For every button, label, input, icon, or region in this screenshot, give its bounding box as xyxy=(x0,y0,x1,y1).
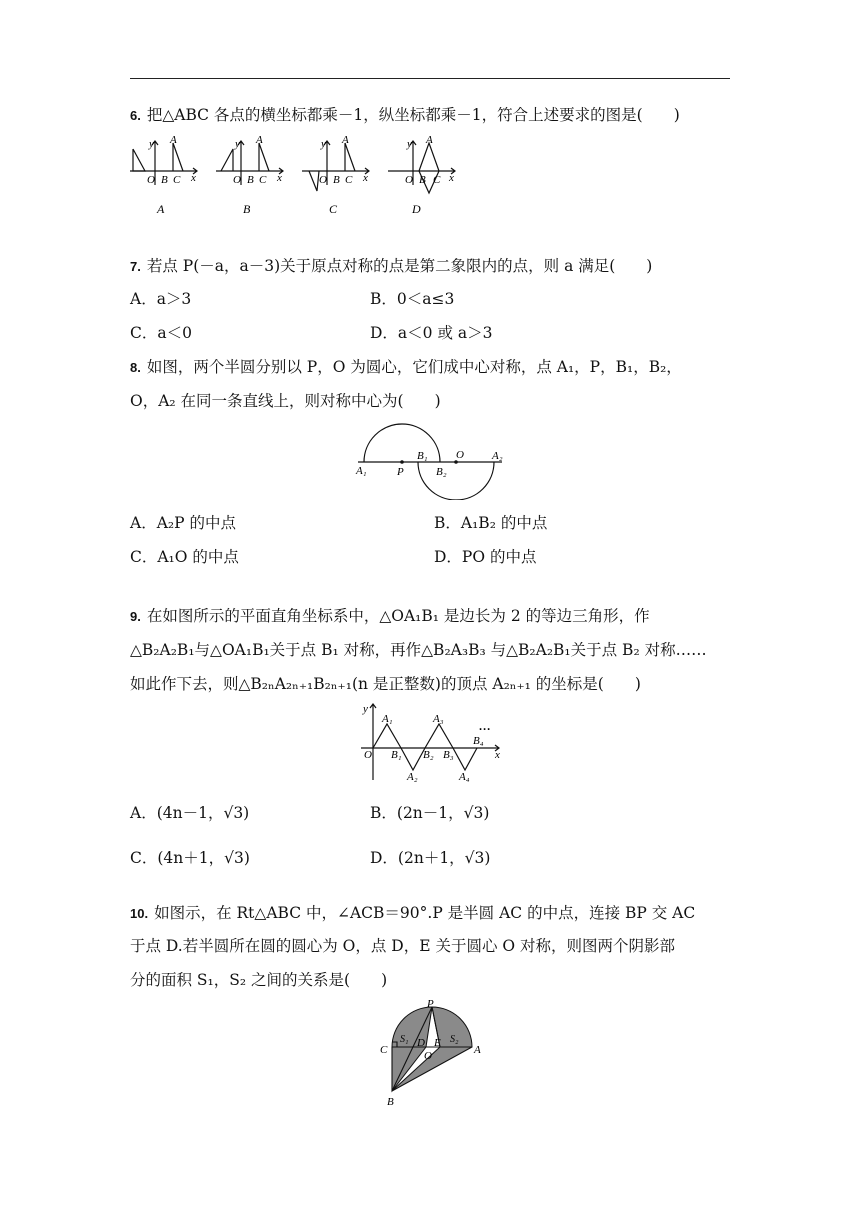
point-d: D xyxy=(417,1037,425,1049)
question-9-line-2: △B₂A₂B₁与△OA₁B₁关于点 B₁ 对称，再作△B₂A₃B₃ 与△B₂A₂B₁关于点 B₂ 对称…… xyxy=(130,641,707,659)
point-a1: A₁ xyxy=(382,713,393,725)
point-a1: A₁ xyxy=(356,465,367,477)
question-number: 8. xyxy=(130,360,141,375)
point-b: B xyxy=(419,174,426,186)
point-a: A xyxy=(342,134,349,146)
point-b1: B₁ xyxy=(417,450,428,462)
option-label-d: D xyxy=(412,202,421,216)
origin-o: O xyxy=(147,174,155,186)
point-c: C xyxy=(173,174,181,186)
top-rule xyxy=(130,78,730,79)
option-label-a: A xyxy=(157,202,165,216)
q9-option-b: B．(2n－1，√3) xyxy=(370,804,490,822)
axis-x: x xyxy=(449,172,454,184)
q8-option-d: D．PO 的中点 xyxy=(434,548,537,566)
point-b: B xyxy=(387,1096,394,1108)
question-10-line-3: 分的面积 S₁，S₂ 之间的关系是( ) xyxy=(130,971,388,989)
point-o: O xyxy=(456,449,464,461)
axis-x: x xyxy=(277,172,282,184)
q8-option-c: C．A₁O 的中点 xyxy=(130,548,239,566)
q9-option-c: C．(4n＋1，√3) xyxy=(130,849,250,867)
continuation-dots: … xyxy=(479,719,491,733)
question-number: 6. xyxy=(130,108,141,123)
origin-o: O xyxy=(233,174,241,186)
point-a: A xyxy=(426,134,433,146)
q9-option-a: A．(4n－1，√3) xyxy=(130,804,250,822)
point-b3: B₃ xyxy=(443,749,454,761)
question-9-line-1 xyxy=(130,605,650,628)
point-a: A xyxy=(474,1044,481,1056)
option-label-c: C xyxy=(329,202,338,216)
q7-option-b: B．0＜a≤3 xyxy=(370,290,455,308)
axis-y: y xyxy=(363,703,368,715)
point-a2: A₂ xyxy=(492,450,503,462)
q6-figure-options xyxy=(125,133,470,218)
point-a2: A₂ xyxy=(407,771,418,783)
point-b: B xyxy=(247,174,254,186)
axis-x: x xyxy=(191,172,196,184)
q8-option-b: B．A₁B₂ 的中点 xyxy=(434,514,548,532)
origin-o: O xyxy=(319,174,327,186)
point-b: B xyxy=(161,174,168,186)
point-o: O xyxy=(424,1050,432,1062)
point-a3: A₃ xyxy=(433,713,444,725)
area-s2: S₂ xyxy=(450,1034,459,1045)
area-s1: S₁ xyxy=(400,1034,409,1045)
question-6 xyxy=(130,104,680,127)
point-b4: B₄ xyxy=(473,735,484,747)
question-number: 7. xyxy=(130,259,141,274)
point-b2: B₂ xyxy=(423,749,434,761)
q8-option-a: A．A₂P 的中点 xyxy=(130,514,236,532)
q8-figure xyxy=(350,420,520,500)
axis-x: x xyxy=(363,172,368,184)
question-10-line-2: 于点 D.若半圆所在圆的圆心为 O，点 D，E 关于圆心 O 对称，则图两个阴影部 xyxy=(130,937,676,955)
question-8-line-1 xyxy=(130,356,682,379)
point-b1: B₁ xyxy=(391,749,402,761)
axis-y: y xyxy=(321,138,326,150)
point-b2: B₂ xyxy=(436,466,447,478)
question-number: 9. xyxy=(130,609,141,624)
point-p: P xyxy=(427,998,434,1010)
q7-option-c: C．a＜0 xyxy=(130,324,192,342)
point-e: E xyxy=(434,1037,441,1049)
point-p: P xyxy=(397,466,404,478)
point-c: C xyxy=(259,174,267,186)
axis-y: y xyxy=(235,138,240,150)
point-c: C xyxy=(380,1044,388,1056)
origin-o: O xyxy=(405,174,413,186)
question-text: 如图示，在 Rt△ABC 中，∠ACB＝90°.P 是半圆 AC 的中点，连接 BP 交 AC xyxy=(154,904,696,922)
axis-x: x xyxy=(495,749,500,761)
question-text: 在如图所示的平面直角坐标系中，△OA₁B₁ 是边长为 2 的等边三角形，作 xyxy=(146,607,650,625)
axis-y: y xyxy=(149,138,154,150)
q7-option-a: A．a＞3 xyxy=(130,290,192,308)
option-label-b: B xyxy=(243,202,251,216)
point-c: C xyxy=(345,174,353,186)
question-text: 若点 P(－a，a－3)关于原点对称的点是第二象限内的点，则 a 满足( ) xyxy=(146,257,653,275)
point-c: C xyxy=(433,174,441,186)
question-8-line-2: O，A₂ 在同一条直线上，则对称中心为( ) xyxy=(130,392,441,410)
origin-o: O xyxy=(364,749,372,761)
question-number: 10. xyxy=(130,906,149,921)
question-10-line-1 xyxy=(130,902,695,925)
q9-figure xyxy=(355,700,510,785)
q10-figure xyxy=(370,995,490,1110)
point-b: B xyxy=(333,174,340,186)
point-a: A xyxy=(170,134,177,146)
q7-option-d: D．a＜0 或 a＞3 xyxy=(370,324,493,342)
point-a: A xyxy=(256,134,263,146)
axis-y: y xyxy=(407,138,412,150)
question-text: 把△ABC 各点的横坐标都乘－1，纵坐标都乘－1，符合上述要求的图是( ) xyxy=(146,106,680,124)
q9-option-d: D．(2n＋1，√3) xyxy=(370,849,491,867)
question-7 xyxy=(130,255,652,278)
question-9-line-3: 如此作下去，则△B₂ₙA₂ₙ₊₁B₂ₙ₊₁(n 是正整数)的顶点 A₂ₙ₊₁ 的坐标是( ) xyxy=(130,675,641,693)
point-a4: A₄ xyxy=(459,771,470,783)
question-text: 如图，两个半圆分别以 P，O 为圆心，它们成中心对称，点 A₁，P，B₁，B₂， xyxy=(146,358,682,376)
